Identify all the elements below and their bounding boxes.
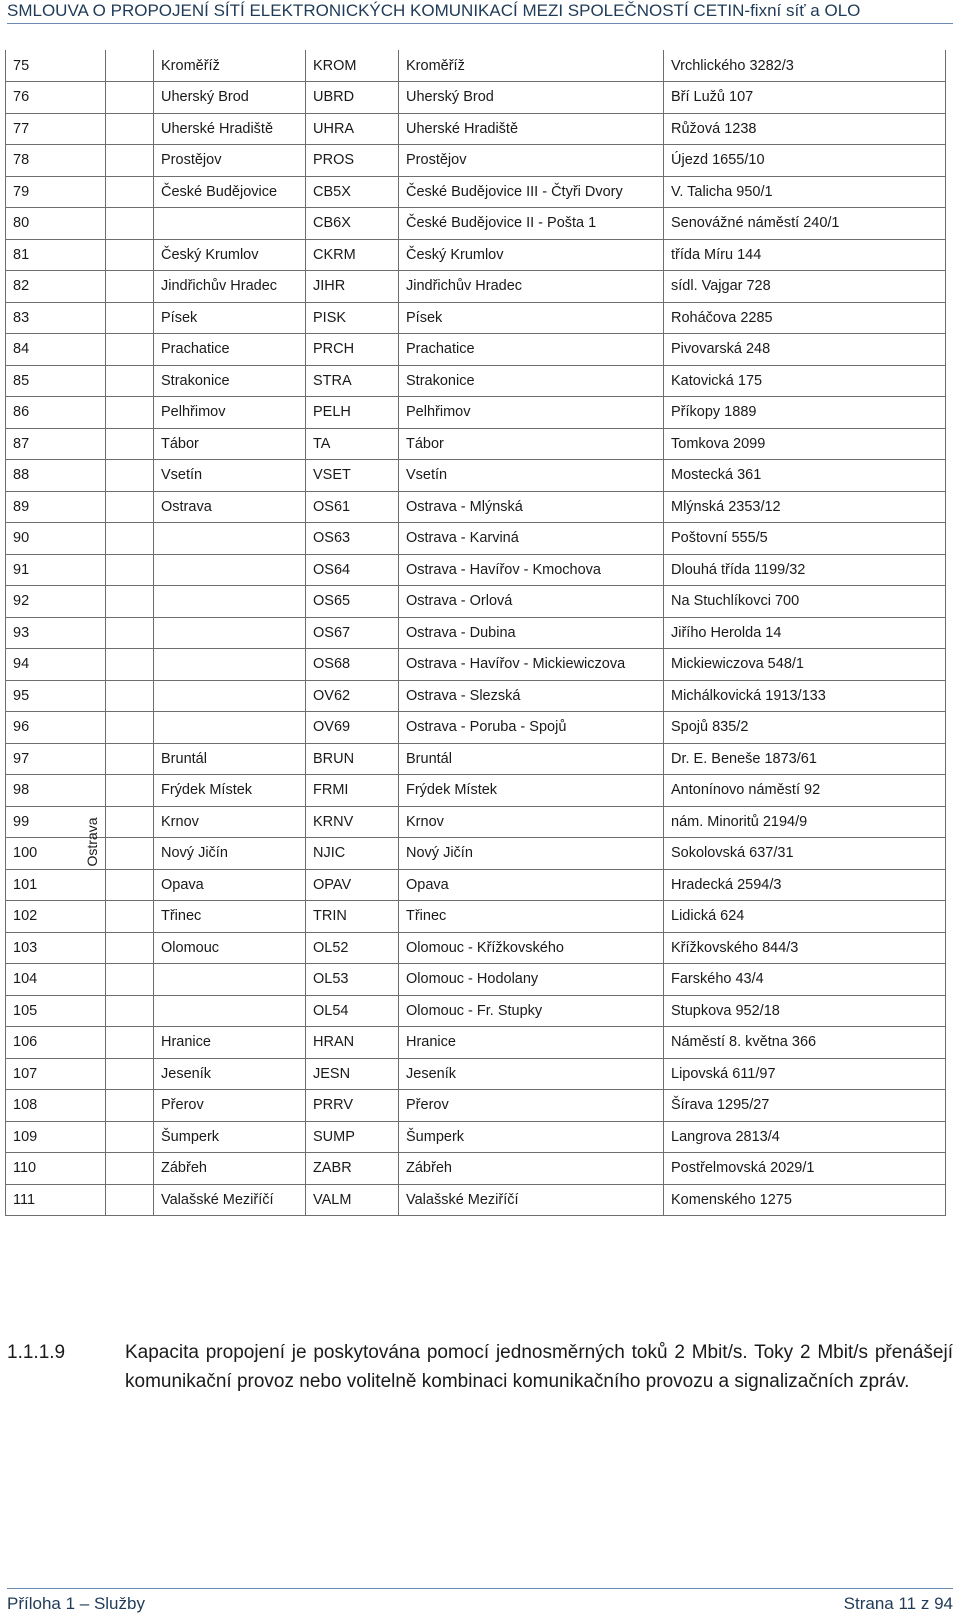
address-cell: Sokolovská 637/31 [664,838,946,870]
row-number: 100 [6,838,106,870]
row-number: 102 [6,901,106,933]
town-cell: Krnov [154,806,306,838]
town-cell [154,964,306,996]
town-cell: Prachatice [154,334,306,366]
region-cell [106,239,154,271]
exchange-name-cell: Prachatice [399,334,664,366]
table-row [6,1027,946,1059]
code-cell: OS67 [306,617,399,649]
exchange-name-cell: Hranice [399,1027,664,1059]
address-cell: nám. Minoritů 2194/9 [664,806,946,838]
region-cell [106,113,154,145]
address-cell: Na Stuchlíkovci 700 [664,586,946,618]
code-cell: NJIC [306,838,399,870]
code-cell: VSET [306,460,399,492]
region-label-text: Ostrava [84,817,100,867]
exchange-table-body [6,50,946,1216]
table-row [6,491,946,523]
row-number: 76 [6,82,106,114]
row-number: 93 [6,617,106,649]
row-number: 92 [6,586,106,618]
code-cell: PRRV [306,1090,399,1122]
table-row [6,1090,946,1122]
table-row [6,145,946,177]
town-cell: Bruntál [154,743,306,775]
exchange-name-cell: Přerov [399,1090,664,1122]
address-cell: Spojů 835/2 [664,712,946,744]
address-cell: V. Talicha 950/1 [664,176,946,208]
region-cell [106,428,154,460]
row-number: 107 [6,1058,106,1090]
address-cell: Růžová 1238 [664,113,946,145]
code-cell: OV69 [306,712,399,744]
region-cell [106,995,154,1027]
row-number: 106 [6,1027,106,1059]
region-cell [106,712,154,744]
table-row [6,302,946,334]
region-cell [106,460,154,492]
address-cell: Mostecká 361 [664,460,946,492]
region-cell [106,397,154,429]
exchange-name-cell: Ostrava - Slezská [399,680,664,712]
code-cell: PRCH [306,334,399,366]
code-cell: OL53 [306,964,399,996]
town-cell [154,680,306,712]
region-cell [106,82,154,114]
row-number: 96 [6,712,106,744]
town-cell: Uherské Hradiště [154,113,306,145]
exchange-name-cell: Vsetín [399,460,664,492]
address-cell: Senovážné náměstí 240/1 [664,208,946,240]
region-cell [106,50,154,82]
region-cell [106,838,154,870]
exchange-name-cell: Ostrava - Karviná [399,523,664,555]
town-cell: Pelhřimov [154,397,306,429]
exchange-name-cell: Třinec [399,901,664,933]
town-cell: Zábřeh [154,1153,306,1185]
address-cell: Tomkova 2099 [664,428,946,460]
exchange-name-cell: Ostrava - Orlová [399,586,664,618]
region-cell [106,208,154,240]
row-number: 90 [6,523,106,555]
code-cell: ZABR [306,1153,399,1185]
address-cell: Lipovská 611/97 [664,1058,946,1090]
address-cell: Lidická 624 [664,901,946,933]
exchange-name-cell: Krnov [399,806,664,838]
town-cell: Jeseník [154,1058,306,1090]
code-cell: OPAV [306,869,399,901]
row-number: 79 [6,176,106,208]
exchange-name-cell: Olomouc - Hodolany [399,964,664,996]
exchange-name-cell: Písek [399,302,664,334]
exchange-name-cell: Zábřeh [399,1153,664,1185]
town-cell: Prostějov [154,145,306,177]
region-cell [106,1121,154,1153]
address-cell: Postřelmovská 2029/1 [664,1153,946,1185]
region-cell [106,964,154,996]
exchange-name-cell: Jeseník [399,1058,664,1090]
footer-page-number: Strana 11 z 94 [843,1594,953,1613]
region-cell [106,334,154,366]
row-number: 97 [6,743,106,775]
row-number: 103 [6,932,106,964]
row-number: 109 [6,1121,106,1153]
exchange-name-cell: Uherské Hradiště [399,113,664,145]
table-row [6,1184,946,1216]
town-cell [154,712,306,744]
code-cell: KRNV [306,806,399,838]
region-cell [106,806,154,838]
town-cell: Tábor [154,428,306,460]
address-cell: Komenského 1275 [664,1184,946,1216]
region-cell [106,145,154,177]
town-cell: Šumperk [154,1121,306,1153]
exchange-name-cell: Ostrava - Havířov - Mickiewiczova [399,649,664,681]
table-row [6,712,946,744]
address-cell: Náměstí 8. května 366 [664,1027,946,1059]
table-row [6,460,946,492]
code-cell: OV62 [306,680,399,712]
table-row [6,554,946,586]
town-cell: Přerov [154,1090,306,1122]
table-row [6,869,946,901]
town-cell [154,208,306,240]
region-cell [106,302,154,334]
exchange-name-cell: České Budějovice III - Čtyři Dvory [399,176,664,208]
exchange-name-cell: Český Krumlov [399,239,664,271]
table-row [6,838,946,870]
code-cell: OS64 [306,554,399,586]
row-number: 91 [6,554,106,586]
town-cell [154,995,306,1027]
exchange-name-cell: Valašské Meziříčí [399,1184,664,1216]
region-cell [106,680,154,712]
region-cell [106,775,154,807]
table-row [6,806,946,838]
address-cell: Langrova 2813/4 [664,1121,946,1153]
town-cell: Český Krumlov [154,239,306,271]
exchange-name-cell: Ostrava - Mlýnská [399,491,664,523]
document-header [7,0,953,24]
address-cell: Stupkova 952/18 [664,995,946,1027]
region-cell [106,901,154,933]
table-row [6,617,946,649]
region-cell [106,1027,154,1059]
town-cell [154,649,306,681]
exchange-name-cell: Ostrava - Dubina [399,617,664,649]
region-cell [106,932,154,964]
address-cell: Pivovarská 248 [664,334,946,366]
address-cell: Mickiewiczova 548/1 [664,649,946,681]
code-cell: JIHR [306,271,399,303]
address-cell: Příkopy 1889 [664,397,946,429]
table-row [6,680,946,712]
table-row [6,397,946,429]
address-cell: Dlouhá třída 1199/32 [664,554,946,586]
address-cell: Poštovní 555/5 [664,523,946,555]
row-number: 80 [6,208,106,240]
document-title: SMLOUVA O PROPOJENÍ SÍTÍ ELEKTRONICKÝCH KOMUNIKACÍ MEZI SPOLEČNOSTÍ CETIN-fixní síť a OLO [7,1,861,20]
code-cell: SUMP [306,1121,399,1153]
exchange-name-cell: Olomouc - Fr. Stupky [399,995,664,1027]
table-row [6,932,946,964]
town-cell: Valašské Meziříčí [154,1184,306,1216]
row-number: 99 [6,806,106,838]
code-cell: PISK [306,302,399,334]
table-row [6,775,946,807]
code-cell: HRAN [306,1027,399,1059]
table-row [6,1058,946,1090]
table-row [6,995,946,1027]
town-cell: Kroměříž [154,50,306,82]
town-cell: Olomouc [154,932,306,964]
town-cell: Písek [154,302,306,334]
address-cell: Jiřího Herolda 14 [664,617,946,649]
code-cell: UHRA [306,113,399,145]
row-number: 94 [6,649,106,681]
region-cell [106,523,154,555]
row-number: 108 [6,1090,106,1122]
row-number: 98 [6,775,106,807]
address-cell: Bří Lužů 107 [664,82,946,114]
code-cell: UBRD [306,82,399,114]
code-cell: KROM [306,50,399,82]
town-cell: České Budějovice [154,176,306,208]
code-cell: CB5X [306,176,399,208]
code-cell: OL52 [306,932,399,964]
table-row [6,208,946,240]
row-number: 111 [6,1184,106,1216]
exchange-name-cell: Bruntál [399,743,664,775]
table-row [6,1153,946,1185]
row-number: 78 [6,145,106,177]
address-cell: Mlýnská 2353/12 [664,491,946,523]
exchange-name-cell: Šumperk [399,1121,664,1153]
row-number: 95 [6,680,106,712]
region-cell [106,554,154,586]
region-cell [106,271,154,303]
table-row [6,82,946,114]
exchange-name-cell: Ostrava - Havířov - Kmochova [399,554,664,586]
exchange-name-cell: Frýdek Místek [399,775,664,807]
region-cell [106,491,154,523]
table-row [6,901,946,933]
paragraph-text: Kapacita propojení je poskytována pomocí jednosměrných toků 2 Mbit/s. Toky 2 Mbit/s přenášejí komunikační provoz nebo volitelně kombinaci komunikačního provozu a signalizačních zpráv. [125,1342,953,1392]
address-cell: Křížkovského 844/3 [664,932,946,964]
exchange-name-cell: Uherský Brod [399,82,664,114]
row-number: 82 [6,271,106,303]
table-row [6,334,946,366]
region-cell [106,365,154,397]
town-cell [154,523,306,555]
town-cell: Frýdek Místek [154,775,306,807]
row-number: 77 [6,113,106,145]
row-number: 87 [6,428,106,460]
code-cell: OS61 [306,491,399,523]
row-number: 105 [6,995,106,1027]
code-cell: FRMI [306,775,399,807]
region-cell [106,1090,154,1122]
region-cell [106,649,154,681]
region-cell [106,1058,154,1090]
code-cell: OL54 [306,995,399,1027]
row-number: 86 [6,397,106,429]
region-cell [106,176,154,208]
code-cell: PELH [306,397,399,429]
row-number: 81 [6,239,106,271]
code-cell: OS65 [306,586,399,618]
address-cell: sídl. Vajgar 728 [664,271,946,303]
row-number: 83 [6,302,106,334]
exchange-table [5,50,946,1216]
region-cell [106,1153,154,1185]
town-cell: Strakonice [154,365,306,397]
town-cell [154,554,306,586]
town-cell: Třinec [154,901,306,933]
address-cell: Roháčova 2285 [664,302,946,334]
table-row [6,113,946,145]
row-number: 75 [6,50,106,82]
document-footer [7,1588,953,1615]
row-number: 88 [6,460,106,492]
address-cell: Farského 43/4 [664,964,946,996]
address-cell: Dr. E. Beneše 1873/61 [664,743,946,775]
address-cell: Vrchlického 3282/3 [664,50,946,82]
exchange-name-cell: Opava [399,869,664,901]
region-label [81,812,103,878]
table-row [6,586,946,618]
region-cell [106,1184,154,1216]
table-row [6,365,946,397]
address-cell: Michálkovická 1913/133 [664,680,946,712]
region-cell [106,586,154,618]
town-cell: Ostrava [154,491,306,523]
table-row [6,428,946,460]
address-cell: Šírava 1295/27 [664,1090,946,1122]
row-number: 89 [6,491,106,523]
code-cell: TRIN [306,901,399,933]
town-cell: Vsetín [154,460,306,492]
row-number: 101 [6,869,106,901]
row-number: 104 [6,964,106,996]
exchange-name-cell: Pelhřimov [399,397,664,429]
town-cell: Opava [154,869,306,901]
region-cell [106,617,154,649]
table-row [6,964,946,996]
address-cell: třída Míru 144 [664,239,946,271]
code-cell: CB6X [306,208,399,240]
table-row [6,649,946,681]
row-number: 85 [6,365,106,397]
code-cell: STRA [306,365,399,397]
address-cell: Antonínovo náměstí 92 [664,775,946,807]
town-cell: Hranice [154,1027,306,1059]
region-cell [106,743,154,775]
exchange-name-cell: Strakonice [399,365,664,397]
exchange-name-cell: Prostějov [399,145,664,177]
region-cell [106,869,154,901]
exchange-name-cell: Olomouc - Křížkovského [399,932,664,964]
code-cell: JESN [306,1058,399,1090]
address-cell: Hradecká 2594/3 [664,869,946,901]
exchange-name-cell: Kroměříž [399,50,664,82]
table-row [6,1121,946,1153]
code-cell: PROS [306,145,399,177]
town-cell: Jindřichův Hradec [154,271,306,303]
code-cell: VALM [306,1184,399,1216]
town-cell: Uherský Brod [154,82,306,114]
row-number: 84 [6,334,106,366]
exchange-name-cell: České Budějovice II - Pošta 1 [399,208,664,240]
table-row [6,523,946,555]
code-cell: TA [306,428,399,460]
code-cell: CKRM [306,239,399,271]
code-cell: OS63 [306,523,399,555]
table-row [6,271,946,303]
footer-annex: Příloha 1 – Služby [7,1594,145,1613]
town-cell: Nový Jičín [154,838,306,870]
exchange-name-cell: Ostrava - Poruba - Spojů [399,712,664,744]
code-cell: OS68 [306,649,399,681]
address-cell: Katovická 175 [664,365,946,397]
town-cell [154,586,306,618]
exchange-name-cell: Jindřichův Hradec [399,271,664,303]
address-cell: Újezd 1655/10 [664,145,946,177]
town-cell [154,617,306,649]
paragraph-number: 1.1.1.9 [7,1342,66,1363]
table-row [6,50,946,82]
exchange-name-cell: Nový Jičín [399,838,664,870]
table-row [6,176,946,208]
exchange-name-cell: Tábor [399,428,664,460]
code-cell: BRUN [306,743,399,775]
table-row [6,239,946,271]
table-row [6,743,946,775]
row-number: 110 [6,1153,106,1185]
